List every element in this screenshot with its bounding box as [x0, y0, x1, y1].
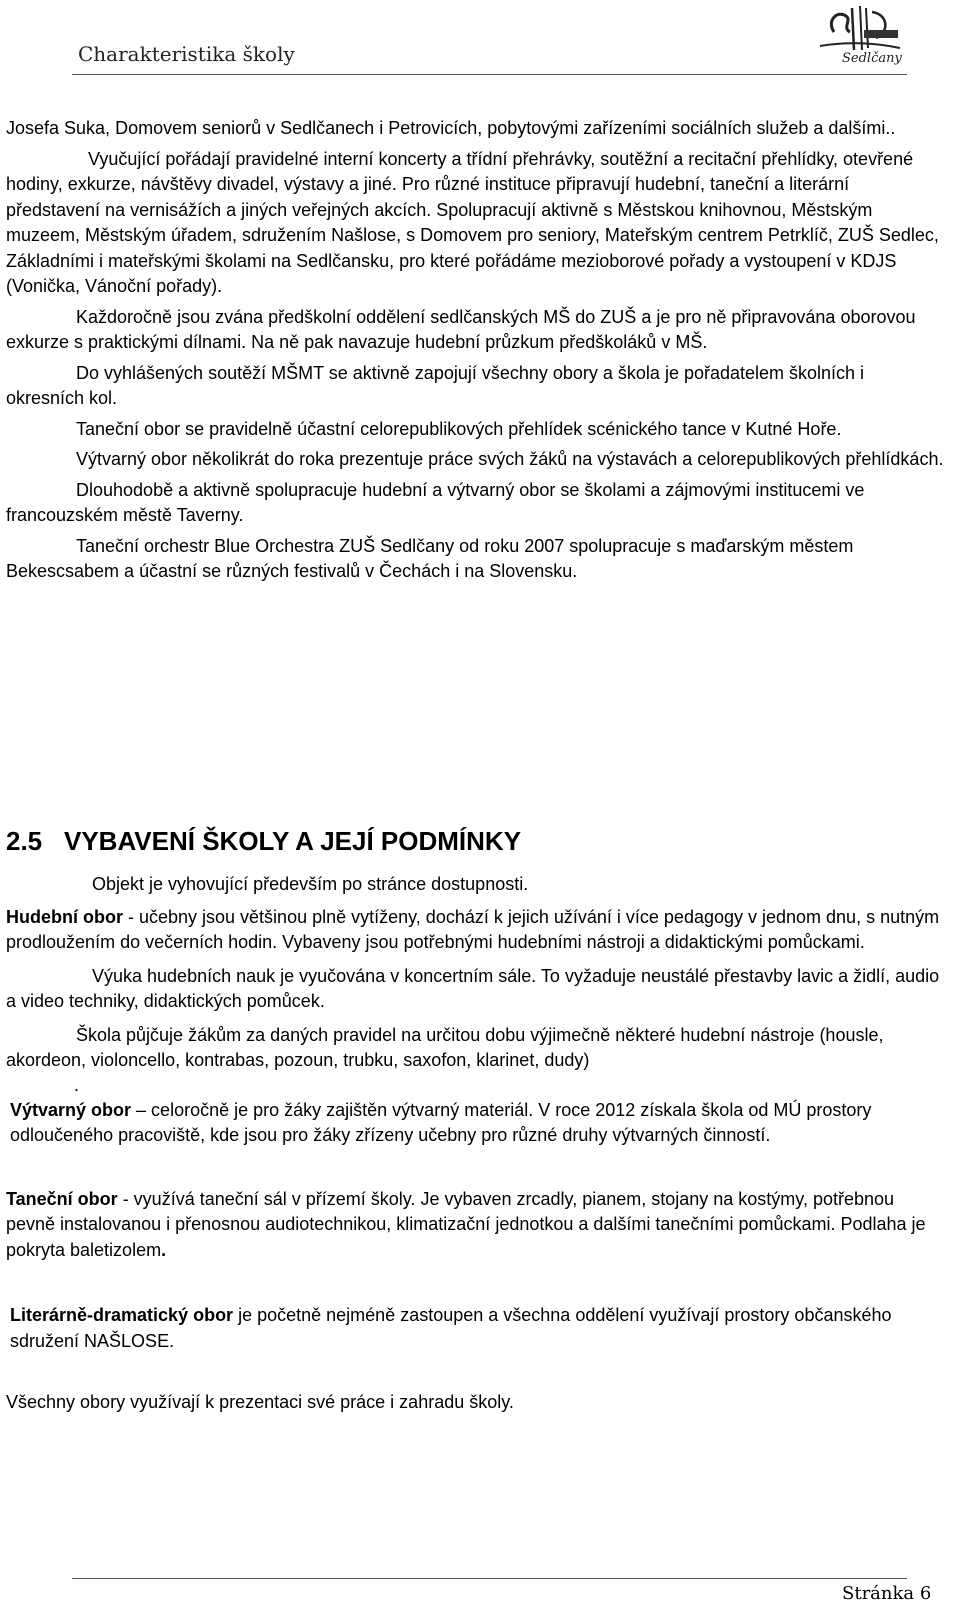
- pujcuje-dot: .: [74, 1074, 80, 1095]
- section-intro: Objekt je vyhovující především po stránce dostupnosti.: [92, 874, 529, 894]
- hudebni-label: Hudební obor: [6, 906, 123, 927]
- literarne-label: Literárně-dramatický obor: [10, 1305, 234, 1325]
- school-logo: [812, 2, 904, 68]
- section-number: 2.5: [6, 826, 43, 856]
- logo-text: Sedlčany: [842, 51, 902, 66]
- page-number: Stránka 6: [842, 1583, 932, 1604]
- main-content: [6, 116, 946, 585]
- zahrada-paragraph: Všechny obory využívají k prezentaci své práce i zahradu školy.: [6, 1392, 514, 1412]
- literarne-paragraph: Literárně-dramatický obor je početně nejméně zastoupen a všechna oddělení využívají prostory občanského sdružení NAŠLOSE.: [10, 1305, 892, 1351]
- header-title: Charakteristika školy: [78, 42, 295, 66]
- paragraph-8: Taneční orchestr Blue Orchestra ZUŠ Sedlčany od roku 2007 spolupracuje s maďarským městem Bekescsabem a účastní se různých festivalů v Čechách i na Slovensku.: [6, 535, 854, 581]
- pujcuje-paragraph: Škola půjčuje žákům za daných pravidel na určitou dobu výjimečně některé hudební nástroje (housle, akordeon, violoncello, kontrabas, pozoun, trubku, saxofon, klarinet, dudy): [6, 1024, 884, 1070]
- footer-rule: [72, 1578, 907, 1579]
- section-title: VYBAVENÍ ŠKOLY A JEJÍ PODMÍNKY: [64, 826, 522, 856]
- paragraph-7: Dlouhodobě a aktivně spolupracuje hudební a výtvarný obor se školami a zájmovými institucemi ve francouzském městě Taverny.: [6, 479, 865, 525]
- paragraph-4: Do vyhlášených soutěží MŠMT se aktivně zapojují všechny obory a škola je pořadatelem školních i okresních kol.: [6, 362, 865, 408]
- tanecni-label: Taneční obor: [6, 1188, 118, 1209]
- vytvarny-paragraph: Výtvarný obor – celoročně je pro žáky zajištěn výtvarný materiál. V roce 2012 získala škola od MÚ prostory odloučeného pracoviště, kde jsou pro žáky zřízeny učebny pro různé druhy výtvarných činností.: [10, 1099, 872, 1145]
- paragraph-1: Josefa Suka, Domovem seniorů v Sedlčanech i Petrovicích, pobytovými zařízeními sociálních služeb a dalšími..: [6, 118, 896, 138]
- paragraph-6: Výtvarný obor několikrát do roka prezentuje práce svých žáků na výstavách a celorepublikových přehlídkách.: [76, 449, 944, 469]
- hudebni-paragraph: Hudební obor - učebny jsou většinou plně vytíženy, dochází k jejich užívání i více pedagogy v jednom dnu, s nutným prodloužením do večerních hodin. Vybaveny jsou potřebnými hudebními nástroji a didaktickými pomůckami.: [6, 906, 940, 952]
- paragraph-3: Každoročně jsou zvána předškolní oddělení sedlčanských MŠ do ZUŠ a je pro ně připravována oborovou exkurze s praktickými dílnami. Na ně pak navazuje hudební průzkum předškoláků v MŠ.: [6, 306, 916, 352]
- section-heading: [6, 826, 521, 857]
- header-rule: [72, 74, 907, 75]
- vyuka-paragraph: Výuka hudebních nauk je vyučována v koncertním sále. To vyžaduje neustálé přestavby lavic a židlí, audio a video techniky, didaktických pomůcek.: [6, 965, 940, 1011]
- paragraph-2: Vyučující pořádají pravidelné interní koncerty a třídní přehrávky, soutěžní a recitační přehlídky, otevřené hodiny, exkurze, návštěvy divadel, výstavy a jiné. Pro různé instituce připravují hudební, taneční a literární představení na vernisážích a jiných veřejných akcích. Spolupracují aktivně s Městskou knihovnou, Městským muzeem, Městským úřadem, sdružením Našlose, s Domovem pro seniory, Mateřským centrem Petrklíč, ZUŠ Sedlec, Základními i mateřskými školami na Sedlčansku, pro které pořádáme mezioborové pořady a vystoupení v KDJS (Vonička, Vánoční pořady).: [6, 148, 939, 296]
- section-content: [6, 872, 946, 1416]
- vytvarny-label: Výtvarný obor: [10, 1099, 132, 1120]
- tanecni-paragraph: Taneční obor - využívá taneční sál v přízemí školy. Je vybaven zrcadly, pianem, stojany na kostýmy, potřebnou pevně instalovanou i přenosnou audiotechnikou, klimatizační jednotkou a dalšími tanečními pomůckami. Podlaha je pokryta baletizolem.: [6, 1188, 926, 1260]
- paragraph-5: Taneční obor se pravidelně účastní celorepublikových přehlídek scénického tance v Kutné Hoře.: [76, 418, 842, 439]
